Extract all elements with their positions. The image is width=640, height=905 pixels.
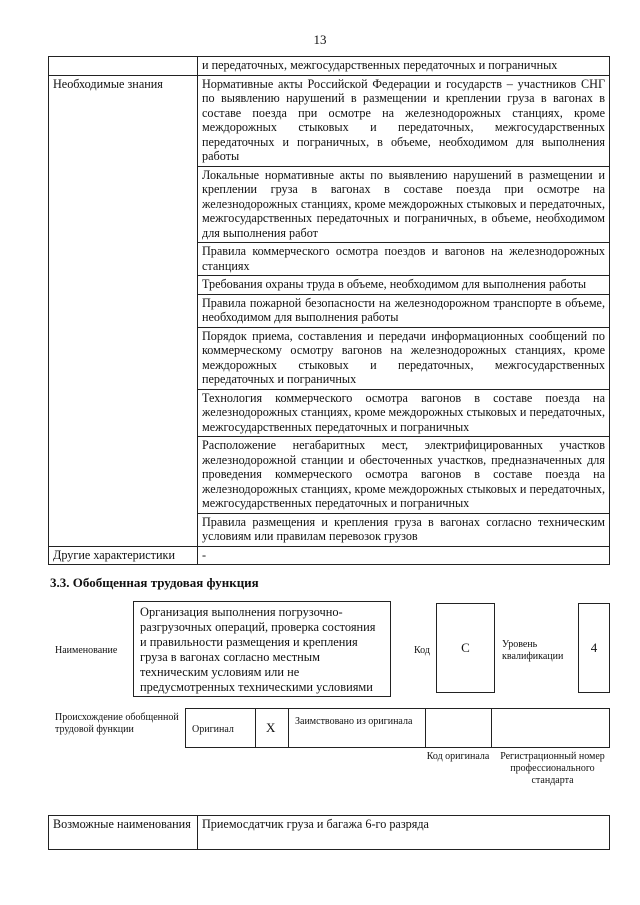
original-cell (186, 709, 256, 747)
original-mark: X (266, 720, 276, 735)
empty-cell (49, 57, 198, 76)
knowledge-item: Технология коммерческого осмотра вагонов в составе поезда на железнодорожных станциях, кроме междорожных стыковых и передаточных, межгосударственных передаточных и пограничных (198, 389, 610, 437)
code-caption: Код оригинала (426, 751, 490, 762)
reg-number-cell (492, 709, 609, 747)
level-value-box: 4 (578, 603, 610, 693)
other-value-cell: - (198, 546, 610, 565)
knowledge-item: Правила размещения и крепления груза в вагонах согласно техническим условиям или правилам перевозок грузов (198, 513, 610, 546)
knowledge-item: Нормативные акты Российской Федерации и государств – участников СНГ по выявлению нарушений в размещении и креплении груза в вагонах в составе поезда при осмотре на железнодорожных станциях, кроме междорожных стыковых и передаточных, межгосударственных передаточных и пограничных, в объеме, необходимом для выполнения работы (198, 75, 610, 166)
table-row (49, 75, 610, 166)
knowledge-label-cell: Необходимые знания (49, 75, 198, 546)
continued-text-cell: и передаточных, межгосударственных передаточных и пограничных (198, 57, 610, 76)
knowledge-item: Порядок приема, составления и передачи информационных сообщений по коммерческому осмотру вагонов на железнодорожных станциях, кроме междорожных стыковых и передаточных, межгосударственных передаточных и пограничных (198, 327, 610, 389)
code-value-box: C (436, 603, 495, 693)
origin-code-cell (426, 709, 492, 747)
table-row (49, 816, 610, 850)
knowledge-table (48, 56, 610, 565)
origin-label: Происхождение обобщенной трудовой функции (55, 712, 179, 735)
table-row (49, 546, 610, 565)
knowledge-item: Правила коммерческого осмотра поездов и вагонов на железнодорожных станциях (198, 243, 610, 276)
level-label: Уровень квалификации (502, 639, 564, 662)
borrowed-cell (289, 709, 426, 747)
positions-label-cell: Возможные наименования (49, 816, 198, 850)
table-row (49, 57, 610, 76)
positions-value-cell: Приемосдатчик груза и багажа 6-го разряда (198, 816, 610, 850)
other-label-cell: Другие характеристики (49, 546, 198, 565)
borrowed-label: Заимствовано из оригинала (295, 716, 413, 727)
code-label: Код (414, 645, 430, 656)
reg-caption: Регистрационный номер профессионального стандарта (500, 751, 605, 786)
knowledge-item: Правила пожарной безопасности на железнодорожном транспорте в объеме, необходимом для выполнения работы (198, 294, 610, 327)
section-title: 3.3. Обобщенная трудовая функция (50, 575, 259, 590)
original-mark-cell (256, 709, 289, 747)
knowledge-item: Расположение негабаритных мест, электрифицированных участков железнодорожной станции и обесточенных участков, предназначенных для проведения коммерческого осмотра вагонов в составе поезда на железнодорожных станциях, кроме междорожных стыковых и передаточных, межгосударственных передаточных и пограничных (198, 437, 610, 514)
original-label: Оригинал (192, 724, 234, 735)
page-number: 13 (313, 32, 327, 47)
positions-table (48, 815, 610, 850)
function-name-box: Организация выполнения погрузочно-разгрузочных операций, проверка состояния и правильности размещения и крепления груза в вагонах согласно местным техническим условиям или не предусмотренных техническими условиями (133, 601, 391, 697)
origin-table (185, 708, 610, 748)
name-label: Наименование (55, 645, 118, 656)
knowledge-item: Локальные нормативные акты по выявлению нарушений в размещении и креплении груза в вагонах в составе поезда при осмотре на железнодорожных станциях, кроме междорожных стыковых и передаточных, межгосударственных передаточных и пограничных, в объеме, необходимом для выполнения работ (198, 166, 610, 243)
knowledge-item: Требования охраны труда в объеме, необходимом для выполнения работы (198, 276, 610, 295)
